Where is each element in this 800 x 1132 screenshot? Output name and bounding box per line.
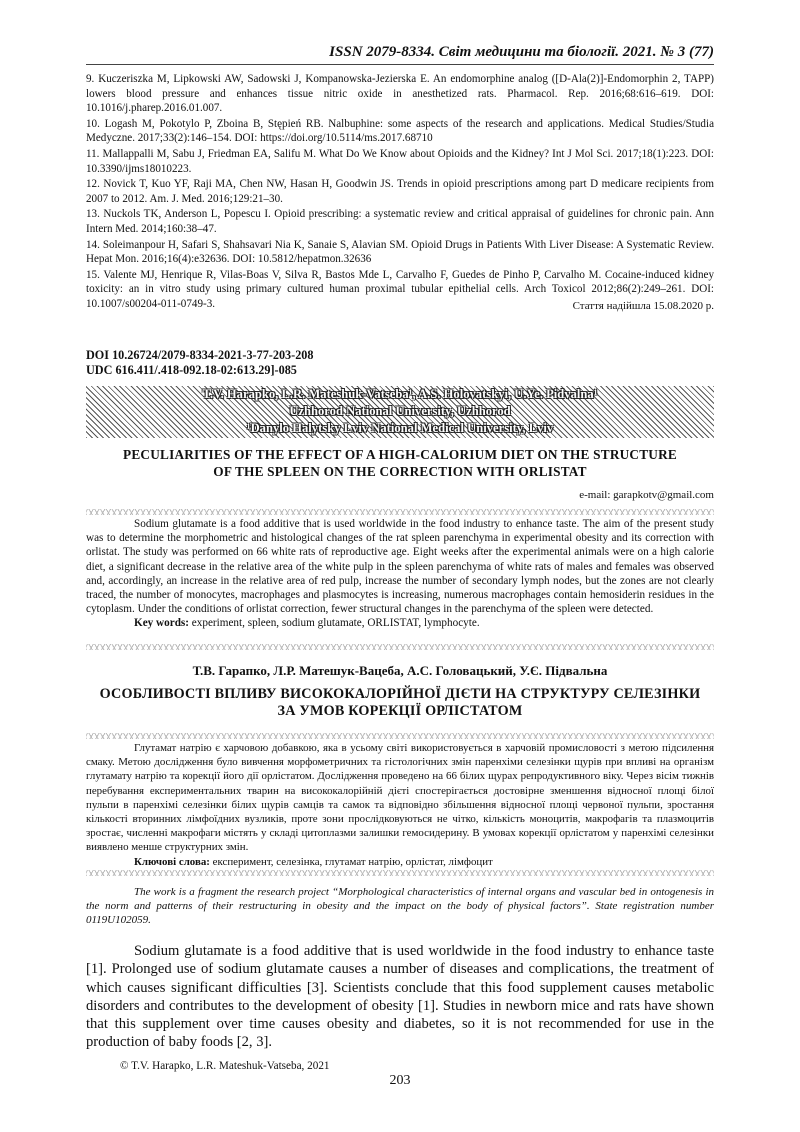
reference-item: 15. Valente MJ, Henrique R, Vilas-Boas V, Silva R, Bastos Mde L, Carvalho F, Guedes de Pinho P, Carvalho M. Cocaine-induced kidney toxicity: an in vitro study using primary cultured human proximal tubular epithelial cells. Arch Toxicol 2012;86(2):249–261. DOI: 10.1007/s00204-011-0749-3. (86, 268, 714, 310)
abstract-ua (86, 741, 714, 869)
title-ua-line: ЗА УМОВ КОРЕКЦІЇ ОРЛІСТАТОМ (277, 703, 523, 719)
body-paragraph: Sodium glutamate is a food additive that is used worldwide in the food industry to enhance taste [1]. Prolonged use of sodium glutamate causes a number of diseases and complications, the treatment of which causes significant difficulties [3]. Scientists conclude that this food supplement causes metabolic disorders and contributes to the development of obesity [1]. Studies in newborn mice and rats have shown that this supplement over time causes obesity and diabetes, so it is not recommended for use in the production of baby foods [2, 3]. (86, 943, 714, 1051)
keywords-en (86, 616, 714, 630)
wave-divider (86, 870, 714, 876)
wave-divider (86, 733, 714, 739)
header-rule (86, 64, 714, 65)
doi-block (86, 348, 313, 378)
reference-item: 11. Mallappalli M, Sabu J, Friedman EA, Salifu M. What Do We Know about Opioids and the Kidney? Int J Mol Sci. 2017;18(1):223. DOI: 10.3390/ijms18010223. (86, 147, 714, 175)
article-title-en (86, 446, 714, 480)
affiliation-1: Uzhhorod National University, Uzhhorod (289, 404, 511, 418)
project-note (86, 885, 714, 928)
affiliation-2: ¹Danylo Halytsky Lviv National Medical University, Lviv (246, 421, 554, 435)
reference-item: 13. Nuckols TK, Anderson L, Popescu I. Opioid prescribing: a systematic review and critical appraisal of guidelines for chronic pain. Ann Intern Med. 2014;160:38–47. (86, 208, 714, 235)
abstract-en (86, 517, 714, 631)
wave-divider (86, 509, 714, 515)
project-note-text: The work is a fragment the research project “Morphological characteristics of internal organs and vascular bed in ontogenesis in the norm and patterns of their restructuring in obesity and the impact on the body of physical factors”. State registration number 0119U102059. (86, 886, 714, 927)
title-ua-line: ОСОБЛИВОСТІ ВПЛИВУ ВИСОКОКАЛОРІЙНОЇ ДІЄТИ НА СТРУКТУРУ СЕЛЕЗІНКИ (99, 686, 701, 702)
reference-item: 10. Logash M, Pokotylo P, Zboina B, Stępień RB. Nalbuphine: some aspects of the research and applications. Medical Studies/Studia Medyczne. 2017;33(2):146–154. DOI: https://doi.org/10.5114/ms.2017.68710 (86, 117, 714, 145)
copyright: © T.V. Harapko, L.R. Mateshuk-Vatseba, 2021 (120, 1060, 330, 1072)
author-banner (86, 386, 714, 438)
authors-ua: Т.В. Гарапко, Л.Р. Матешук-Вацеба, А.С. Головацький, У.Є. Підвальна (192, 663, 608, 678)
reference-item: 12. Novick T, Kuo YF, Raji MA, Chen NW, Hasan H, Goodwin JS. Trends in opioid prescriptions among part D medicare recipients from 2007 to 2012. Am. J. Med. 2016;129:21–30. (86, 178, 714, 205)
keywords-ua-label: Ключові слова: (134, 855, 210, 868)
abstract-en-text: Sodium glutamate is a food additive that is used worldwide in the food industry to enhance taste. The aim of the present study was to determine the morphometric and histological changes of the rat spleen parenchyma in experimental obesity and its correction with orlistat. The study was performed on 66 white rats of reproductive age. Eight weeks after the experimental animals were on a high calorie diet, a significant decrease in the relative area of the white pulp in the spleen parenchyma of white rats of males and females was observed and, accordingly, an increase in the relative area of red pulp, increase the number of secondary lymph nodes, but the zones are not clearly traced, the number of monocytes, macrophages and plasmocytes is increasing, numerous macrophages contain hemosiderin residues in the cytoplasm. Under the conditions of orlistat correction, fewer structural changes in the parenchyma of the spleen were detected. (86, 518, 714, 616)
keywords-ua (86, 855, 714, 869)
title-en-line: PECULIARITIES OF THE EFFECT OF A HIGH-CALORIUM DIET ON THE STRUCTURE (123, 447, 677, 462)
article-title-ua (86, 686, 714, 720)
page-number: 203 (389, 1073, 411, 1088)
abstract-ua-text: Глутамат натрію є харчовою добавкою, яка в усьому світі використовується в харчовій промисловості з метою підсилення смаку. Метою дослідження було вивчення морфометричних та гістологічних змін паренхіми селезінки щурів при впливі на організм глутамату натрію та корекції його дії орлістатом. Дослідження проведено на 66 білих щурах репродуктивного віку. Через вісім тижнів перебування експериментальних тварин на висококалорійній дієті спостерігається достовірне зменшення відносної площі білої пульпи в паренхімі селезінки білих щурів самців та самок та відповідно збільшення відносної площі червоної пульпи, зростання кількості вторинних лімфоїдних вузликів, проте зони прослідковуються не чітко, кількість моноцитів, макрофагів та плазмоцитів зростає, численні макрофаги містять у складі цитоплазми залишки гемосидерину. В умовах корекції орлістатом у паренхімі селезінки виявлено менше структурних змін. (86, 742, 714, 854)
title-en-line: OF THE SPLEEN ON THE CORRECTION WITH ORLISTAT (213, 464, 587, 479)
keywords-en-label: Key words: (134, 617, 189, 630)
doi: DOI 10.26724/2079-8334-2021-3-77-203-208 (86, 348, 314, 362)
authors-en: T.V. Harapko, L.R. Mateshuk-Vatseba¹, A.S. Holovatskyi, U.Ye. Pidvalna¹ (202, 387, 598, 401)
reference-item: 9. Kuczeriszka M, Lipkowski AW, Sadowski J, Kompanowska-Jezierska E. An endomorphine analog ([D-Ala(2)]-Endomorphin 2, TAPP) lowers blood pressure and enhances tissue nitric oxide in anesthetized rats. Pharmacol. Rep. 2016;68:616–619. DOI: 10.1016/j.pharep.2016.01.007. (86, 73, 714, 115)
keywords-ua-text: експеримент, селезінка, глутамат натрію, орлістат, лімфоцит (209, 855, 493, 868)
reference-list (86, 72, 714, 313)
udc: UDC 616.411/.418-092.18-02:613.29]-085 (86, 363, 297, 377)
contact-email[interactable]: e-mail: garapkotv@gmail.com (579, 489, 714, 501)
body-text (86, 942, 714, 1052)
received-date: Стаття надійшла 15.08.2020 р. (572, 300, 714, 312)
reference-item: 14. Soleimanpour H, Safari S, Shahsavari Nia K, Sanaie S, Alavian SM. Opioid Drugs in Patients With Liver Disease: A Systematic Review. Hepat Mon. 2016;16(4):e32636. DOI: 10.5812/hepatmon.32636 (86, 238, 714, 266)
journal-header: ISSN 2079-8334. Світ медицини та біології. 2021. № 3 (77) (329, 44, 714, 60)
wave-divider (86, 644, 714, 650)
keywords-en-text: experiment, spleen, sodium glutamate, ORLISTAT, lymphocyte. (189, 617, 480, 630)
